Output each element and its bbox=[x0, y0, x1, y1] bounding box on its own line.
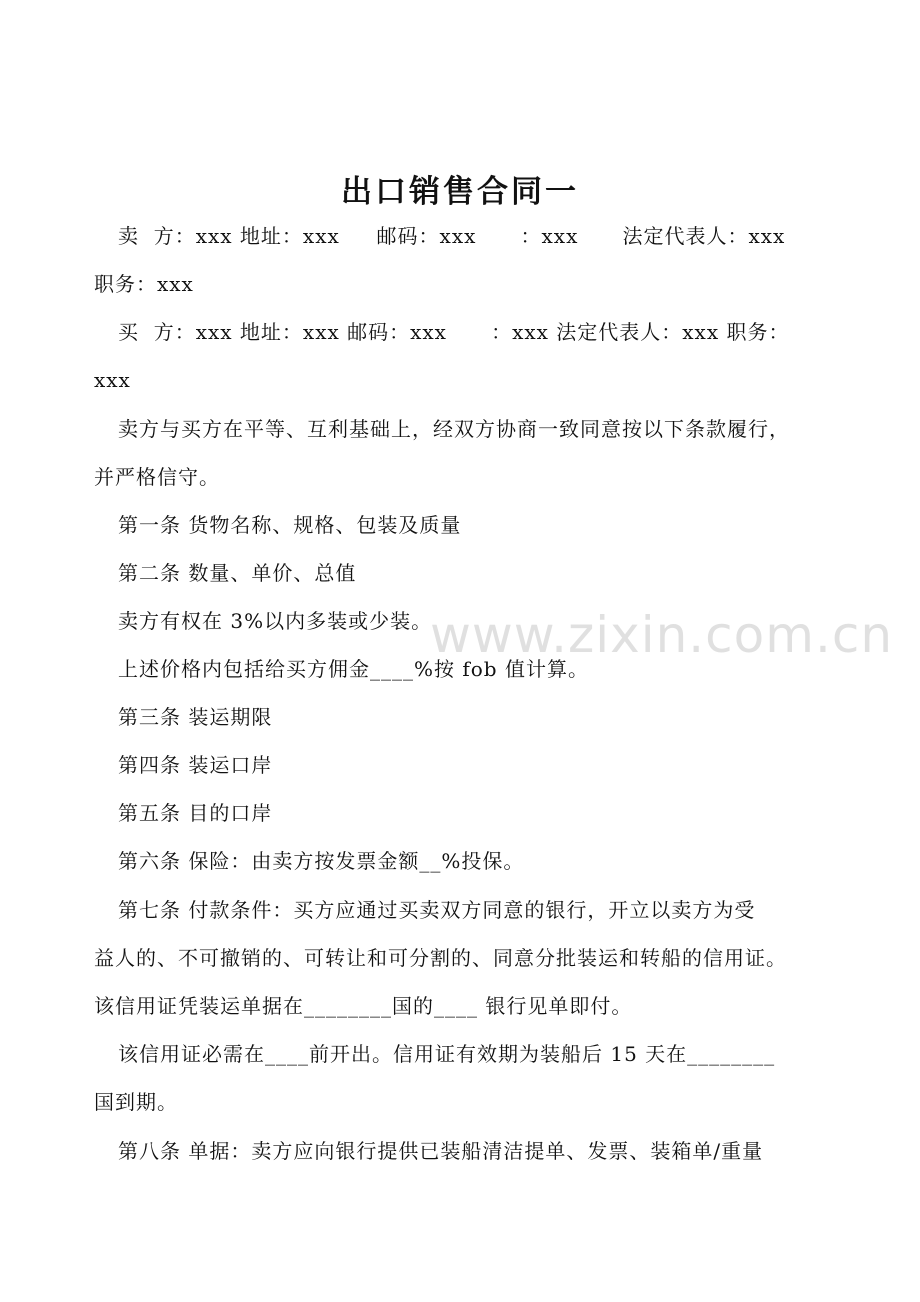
article-7-line-5: 国到期。 bbox=[94, 1090, 178, 1114]
article-4-heading: 第四条 装运口岸 bbox=[118, 753, 273, 777]
article-7-line-3: 该信用证凭装运单据在________国的____ 银行见单即付。 bbox=[94, 994, 633, 1018]
article-6-heading: 第六条 保险：由卖方按发票金额__%投保。 bbox=[118, 849, 525, 873]
document-title: 出口销售合同一 bbox=[341, 174, 579, 210]
seller-info-line: 卖 方：xxx 地址：xxx 邮码：xxx ：xxx 法定代表人：xxx bbox=[118, 224, 786, 248]
article-2-clause-1: 卖方有权在 3%以内多装或少装。 bbox=[118, 609, 433, 633]
buyer-info-line: 买 方：xxx 地址：xxx 邮码：xxx ：xxx 法定代表人：xxx 职务： bbox=[118, 320, 790, 344]
article-1-heading: 第一条 货物名称、规格、包装及质量 bbox=[118, 513, 462, 537]
article-2-clause-2: 上述价格内包括给买方佣金____%按 fob 值计算。 bbox=[118, 657, 589, 681]
preamble-line-2: 并严格信守。 bbox=[94, 465, 220, 489]
article-5-heading: 第五条 目的口岸 bbox=[118, 801, 273, 825]
article-2-heading: 第二条 数量、单价、总值 bbox=[118, 561, 357, 585]
article-7-line-1: 第七条 付款条件：买方应通过买卖双方同意的银行，开立以卖方为受 bbox=[118, 898, 756, 922]
watermark: www.zixin.com.cn bbox=[430, 606, 894, 664]
seller-title-line: 职务：xxx bbox=[94, 272, 194, 296]
article-7-line-2: 益人的、不可撤销的、可转让和可分割的、同意分批装运和转船的信用证。 bbox=[94, 946, 787, 970]
article-3-heading: 第三条 装运期限 bbox=[118, 705, 273, 729]
buyer-title-line: xxx bbox=[94, 368, 131, 392]
preamble-line-1: 卖方与买方在平等、互利基础上，经双方协商一致同意按以下条款履行， bbox=[118, 417, 790, 441]
article-7-line-4: 该信用证必需在____前开出。信用证有效期为装船后 15 天在________ bbox=[118, 1042, 776, 1066]
article-8-line-1: 第八条 单据：卖方应向银行提供已装船清洁提单、发票、装箱单/重量 bbox=[118, 1139, 764, 1163]
